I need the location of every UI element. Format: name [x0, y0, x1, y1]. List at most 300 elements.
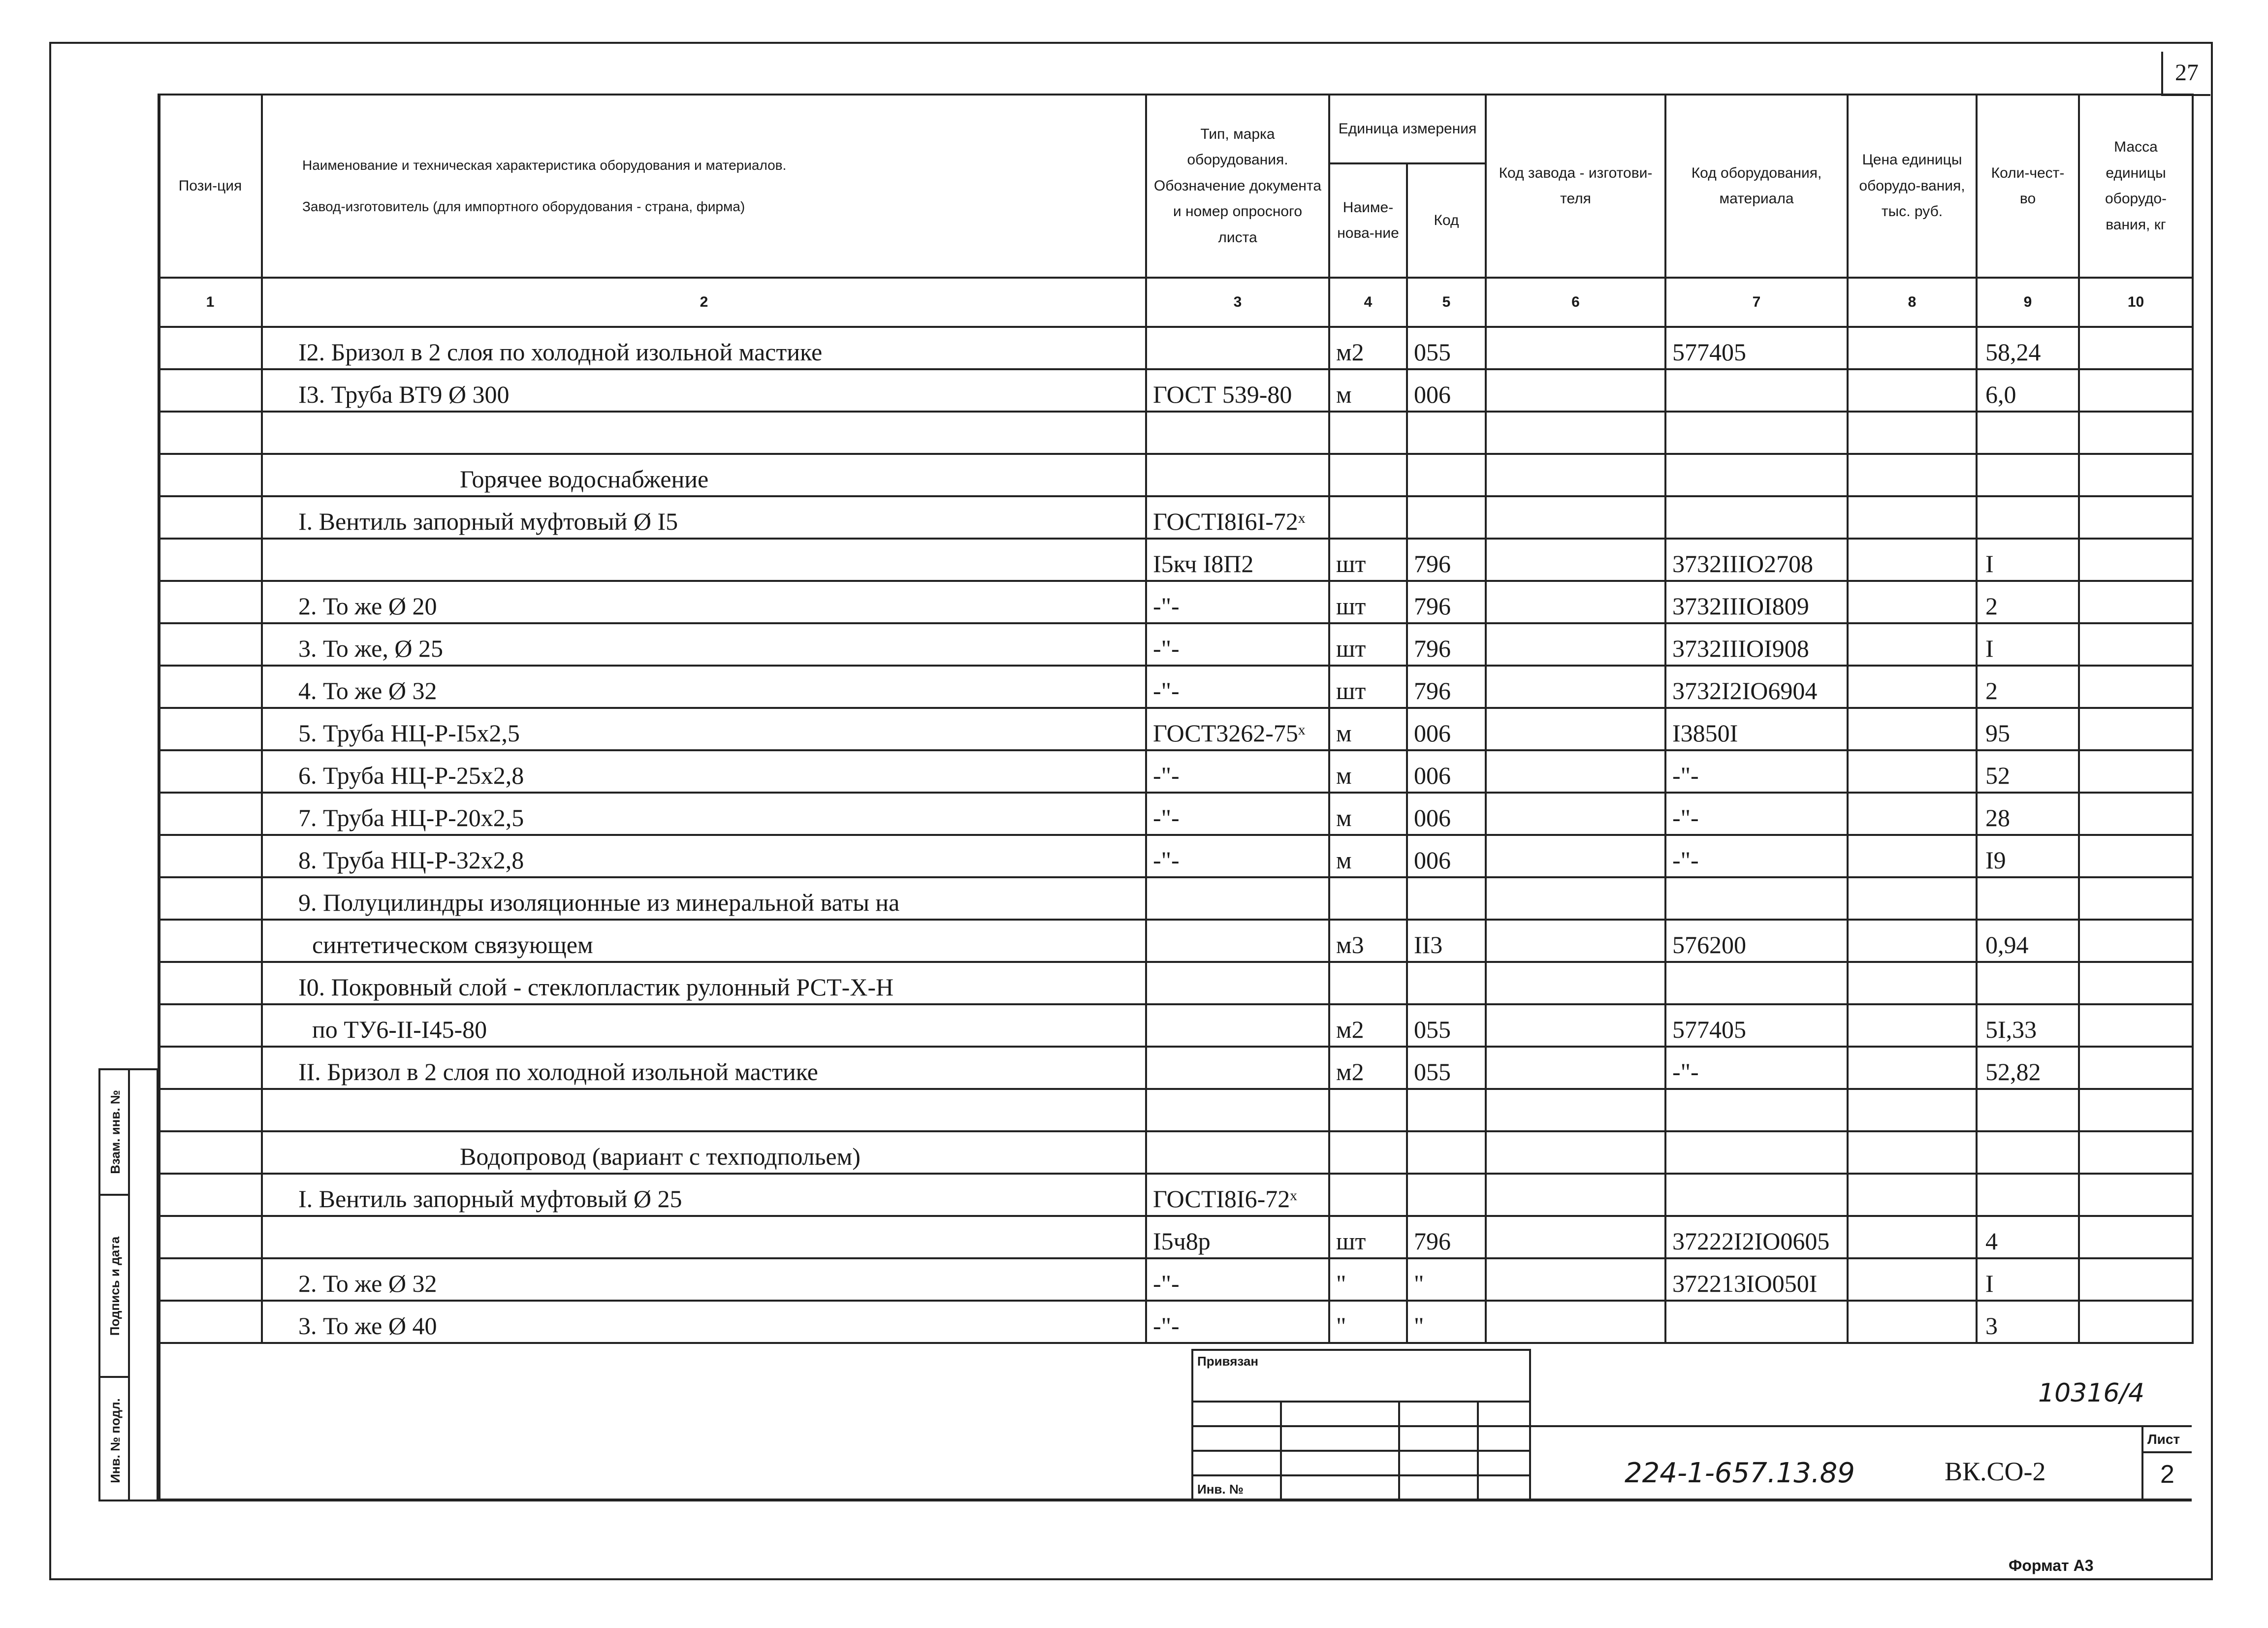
header-type: Тип, марка оборудования. Обозначение документа и номер опросного листа: [1146, 95, 1329, 278]
position-cell: [159, 454, 262, 496]
doc-designation-cell: -"-: [1146, 793, 1329, 835]
position-cell: [159, 496, 262, 539]
unit-name-cell: [1329, 1089, 1407, 1131]
position-cell: [159, 750, 262, 793]
factory-code-cell: [1486, 750, 1665, 793]
equipment-code-cell: 37222I2IO0605: [1665, 1216, 1848, 1258]
mass-cell: [2079, 1258, 2193, 1301]
archive-number: 10316/4: [2038, 1378, 2145, 1408]
table-row: [159, 877, 2193, 920]
table-row: [159, 369, 2193, 412]
position-cell: [159, 1047, 262, 1089]
column-number: 10: [2079, 278, 2193, 327]
factory-code-cell: [1486, 920, 1665, 962]
doc-designation-cell: -"-: [1146, 750, 1329, 793]
factory-code-cell: [1486, 708, 1665, 750]
position-cell: [159, 1004, 262, 1047]
doc-designation-cell: ГОСТI8I6I-72ˣ: [1146, 496, 1329, 539]
position-cell: [159, 1089, 262, 1131]
column-number: 1: [159, 278, 262, 327]
factory-code-cell: [1486, 581, 1665, 623]
position-cell: [159, 666, 262, 708]
unit-name-cell: шт: [1329, 539, 1407, 581]
table-row: [159, 1131, 2193, 1174]
item-name-cell: I0. Покровный слой - стеклопластик рулонный РСТ-Х-Н: [262, 962, 1146, 1004]
mass-cell: [2079, 835, 2193, 877]
unit-code-cell: 796: [1407, 1216, 1486, 1258]
factory-code-cell: [1486, 1301, 1665, 1343]
item-name-cell: I. Вентиль запорный муфтовый Ø I5: [262, 496, 1146, 539]
unit-name-cell: м3: [1329, 920, 1407, 962]
mass-cell: [2079, 623, 2193, 666]
item-name-cell: 3. То же, Ø 25: [262, 623, 1146, 666]
sheet-code: ВК.СО-2: [1945, 1457, 2046, 1486]
quantity-cell: 0,94: [1977, 920, 2079, 962]
unit-code-cell: 006: [1407, 708, 1486, 750]
quantity-cell: 28: [1977, 793, 2079, 835]
unit-name-cell: [1329, 1174, 1407, 1216]
quantity-cell: [1977, 877, 2079, 920]
sheet-label: Лист: [2147, 1432, 2180, 1447]
column-number-row: [159, 278, 2193, 327]
table-row: [159, 708, 2193, 750]
quantity-cell: I: [1977, 539, 2079, 581]
position-cell: [159, 1216, 262, 1258]
unit-name-cell: [1329, 496, 1407, 539]
factory-code-cell: [1486, 1258, 1665, 1301]
table-row: [159, 327, 2193, 369]
mass-cell: [2079, 1089, 2193, 1131]
price-cell: [1848, 793, 1977, 835]
item-name-cell: [262, 1216, 1146, 1258]
table-row: [159, 750, 2193, 793]
mass-cell: [2079, 1131, 2193, 1174]
header-name: [262, 95, 1146, 278]
mass-cell: [2079, 327, 2193, 369]
factory-code-cell: [1486, 1089, 1665, 1131]
doc-designation-cell: [1146, 1047, 1329, 1089]
header-equipment-code: Код оборудования, материала: [1665, 95, 1848, 278]
doc-designation-cell: -"-: [1146, 1258, 1329, 1301]
quantity-cell: 3: [1977, 1301, 2079, 1343]
unit-code-cell: [1407, 877, 1486, 920]
equipment-code-cell: I3850I: [1665, 708, 1848, 750]
item-name-cell: I3. Труба ВТ9 Ø 300: [262, 369, 1146, 412]
item-name-cell: I. Вентиль запорный муфтовый Ø 25: [262, 1174, 1146, 1216]
item-name-cell: 4. То же Ø 32: [262, 666, 1146, 708]
price-cell: [1848, 1301, 1977, 1343]
unit-code-cell: II3: [1407, 920, 1486, 962]
item-name-cell: [262, 1089, 1146, 1131]
item-name-cell: 2. То же Ø 20: [262, 581, 1146, 623]
column-number: 7: [1665, 278, 1848, 327]
table-row: [159, 1174, 2193, 1216]
equipment-code-cell: [1665, 1174, 1848, 1216]
column-number: 8: [1848, 278, 1977, 327]
unit-name-cell: шт: [1329, 1216, 1407, 1258]
mass-cell: [2079, 581, 2193, 623]
table-row: [159, 1301, 2193, 1343]
unit-code-cell: ": [1407, 1301, 1486, 1343]
unit-name-cell: м2: [1329, 1004, 1407, 1047]
doc-designation-cell: I5ч8р: [1146, 1216, 1329, 1258]
item-name-cell: Горячее водоснабжение: [262, 454, 1146, 496]
position-cell: [159, 1174, 262, 1216]
quantity-cell: 2: [1977, 666, 2079, 708]
position-cell: [159, 793, 262, 835]
stamp-label-column: [100, 1070, 130, 1500]
unit-code-cell: [1407, 496, 1486, 539]
quantity-cell: I: [1977, 623, 2079, 666]
factory-code-cell: [1486, 1174, 1665, 1216]
unit-name-cell: м: [1329, 369, 1407, 412]
equipment-code-cell: [1665, 412, 1848, 454]
header-name-line1: Наименование и техническая характеристика оборудования и материалов.: [302, 158, 787, 173]
price-cell: [1848, 1131, 1977, 1174]
mass-cell: [2079, 1047, 2193, 1089]
equipment-code-cell: 577405: [1665, 327, 1848, 369]
unit-code-cell: 796: [1407, 581, 1486, 623]
position-cell: [159, 1131, 262, 1174]
doc-designation-cell: [1146, 962, 1329, 1004]
factory-code-cell: [1486, 962, 1665, 1004]
mass-cell: [2079, 369, 2193, 412]
price-cell: [1848, 454, 1977, 496]
factory-code-cell: [1486, 623, 1665, 666]
item-name-cell: синтетическом связующем: [262, 920, 1146, 962]
header-mass: Масса единицы оборудо-вания, кг: [2079, 95, 2193, 278]
table-row: [159, 835, 2193, 877]
table-row: [159, 920, 2193, 962]
column-number: 9: [1977, 278, 2079, 327]
unit-name-cell: [1329, 877, 1407, 920]
doc-designation-cell: -"-: [1146, 835, 1329, 877]
table-row: [159, 1047, 2193, 1089]
table-row: [159, 962, 2193, 1004]
position-cell: [159, 539, 262, 581]
unit-code-cell: [1407, 1089, 1486, 1131]
unit-name-cell: м: [1329, 835, 1407, 877]
doc-designation-cell: [1146, 1131, 1329, 1174]
item-name-cell: I2. Бризол в 2 слоя по холодной изольной мастике: [262, 327, 1146, 369]
mass-cell: [2079, 539, 2193, 581]
unit-name-cell: м2: [1329, 327, 1407, 369]
quantity-cell: 2: [1977, 581, 2079, 623]
mass-cell: [2079, 1301, 2193, 1343]
equipment-code-cell: [1665, 496, 1848, 539]
table-row: [159, 666, 2193, 708]
equipment-code-cell: [1665, 962, 1848, 1004]
quantity-cell: 58,24: [1977, 327, 2079, 369]
unit-name-cell: [1329, 962, 1407, 1004]
unit-name-cell: ": [1329, 1301, 1407, 1343]
price-cell: [1848, 962, 1977, 1004]
margin-stamp: [98, 1068, 159, 1501]
position-cell: [159, 369, 262, 412]
item-name-cell: 3. То же Ø 40: [262, 1301, 1146, 1343]
doc-designation-cell: ГОСТ 539-80: [1146, 369, 1329, 412]
doc-designation-cell: I5кч I8П2: [1146, 539, 1329, 581]
table-row: [159, 1089, 2193, 1131]
price-cell: [1848, 539, 1977, 581]
header-quantity: Коли-чест-во: [1977, 95, 2079, 278]
item-name-cell: [262, 412, 1146, 454]
header-unit-name: Наиме-нова-ние: [1329, 163, 1407, 278]
unit-code-cell: [1407, 412, 1486, 454]
position-cell: [159, 412, 262, 454]
item-name-cell: по ТУ6-II-I45-80: [262, 1004, 1146, 1047]
unit-name-cell: [1329, 454, 1407, 496]
table-row: [159, 1258, 2193, 1301]
item-name-cell: 2. То же Ø 32: [262, 1258, 1146, 1301]
price-cell: [1848, 496, 1977, 539]
table-row: [159, 581, 2193, 623]
factory-code-cell: [1486, 454, 1665, 496]
equipment-code-cell: -"-: [1665, 835, 1848, 877]
equipment-code-cell: 576200: [1665, 920, 1848, 962]
position-cell: [159, 835, 262, 877]
equipment-code-cell: 3732IIIO2708: [1665, 539, 1848, 581]
position-cell: [159, 1258, 262, 1301]
factory-code-cell: [1486, 1131, 1665, 1174]
unit-code-cell: 055: [1407, 1047, 1486, 1089]
doc-designation-cell: [1146, 412, 1329, 454]
unit-name-cell: шт: [1329, 666, 1407, 708]
factory-code-cell: [1486, 496, 1665, 539]
unit-code-cell: 006: [1407, 369, 1486, 412]
unit-name-cell: шт: [1329, 623, 1407, 666]
unit-code-cell: 796: [1407, 539, 1486, 581]
equipment-code-cell: 577405: [1665, 1004, 1848, 1047]
mass-cell: [2079, 454, 2193, 496]
item-name-cell: Водопровод (вариант с техподпольем): [262, 1131, 1146, 1174]
doc-designation-cell: [1146, 1089, 1329, 1131]
unit-code-cell: 796: [1407, 623, 1486, 666]
price-cell: [1848, 1047, 1977, 1089]
unit-code-cell: [1407, 454, 1486, 496]
unit-name-cell: шт: [1329, 581, 1407, 623]
mass-cell: [2079, 496, 2193, 539]
mass-cell: [2079, 708, 2193, 750]
position-cell: [159, 623, 262, 666]
quantity-cell: 5I,33: [1977, 1004, 2079, 1047]
equipment-code-cell: [1665, 1089, 1848, 1131]
factory-code-cell: [1486, 539, 1665, 581]
unit-name-cell: м: [1329, 708, 1407, 750]
mass-cell: [2079, 920, 2193, 962]
unit-code-cell: ": [1407, 1258, 1486, 1301]
mass-cell: [2079, 1174, 2193, 1216]
equipment-code-cell: 3732IIIOI908: [1665, 623, 1848, 666]
mass-cell: [2079, 877, 2193, 920]
price-cell: [1848, 708, 1977, 750]
price-cell: [1848, 327, 1977, 369]
factory-code-cell: [1486, 412, 1665, 454]
factory-code-cell: [1486, 793, 1665, 835]
factory-code-cell: [1486, 1216, 1665, 1258]
price-cell: [1848, 1258, 1977, 1301]
equipment-code-cell: -"-: [1665, 793, 1848, 835]
position-cell: [159, 708, 262, 750]
quantity-cell: [1977, 454, 2079, 496]
quantity-cell: I: [1977, 1258, 2079, 1301]
factory-code-cell: [1486, 835, 1665, 877]
unit-name-cell: м2: [1329, 1047, 1407, 1089]
doc-designation-cell: -"-: [1146, 623, 1329, 666]
unit-code-cell: 055: [1407, 1004, 1486, 1047]
page-number: 27: [2161, 52, 2210, 96]
equipment-code-cell: [1665, 1131, 1848, 1174]
quantity-cell: [1977, 1174, 2079, 1216]
table-row: [159, 412, 2193, 454]
price-cell: [1848, 369, 1977, 412]
equipment-code-cell: [1665, 369, 1848, 412]
stamp-podpis-data: Подпись и дата: [100, 1196, 130, 1378]
table-row: [159, 454, 2193, 496]
factory-code-cell: [1486, 1004, 1665, 1047]
quantity-cell: [1977, 1089, 2079, 1131]
unit-code-cell: [1407, 962, 1486, 1004]
doc-designation-cell: [1146, 920, 1329, 962]
column-number: 5: [1407, 278, 1486, 327]
price-cell: [1848, 666, 1977, 708]
equipment-code-cell: [1665, 1301, 1848, 1343]
unit-name-cell: [1329, 1131, 1407, 1174]
quantity-cell: I9: [1977, 835, 2079, 877]
privyazan-label: Привязан: [1197, 1354, 1259, 1369]
column-number: 3: [1146, 278, 1329, 327]
doc-designation-cell: -"-: [1146, 581, 1329, 623]
equipment-code-cell: 3732I2IO6904: [1665, 666, 1848, 708]
item-name-cell: 8. Труба НЦ-Р-32х2,8: [262, 835, 1146, 877]
price-cell: [1848, 623, 1977, 666]
table-row: [159, 623, 2193, 666]
mass-cell: [2079, 793, 2193, 835]
mass-cell: [2079, 666, 2193, 708]
doc-designation-cell: ГОСТI8I6-72ˣ: [1146, 1174, 1329, 1216]
quantity-cell: 6,0: [1977, 369, 2079, 412]
item-name-cell: 7. Труба НЦ-Р-20х2,5: [262, 793, 1146, 835]
column-number: 6: [1486, 278, 1665, 327]
price-cell: [1848, 835, 1977, 877]
factory-code-cell: [1486, 369, 1665, 412]
header-factory-code: Код завода - изготови-теля: [1486, 95, 1665, 278]
factory-code-cell: [1486, 327, 1665, 369]
factory-code-cell: [1486, 1047, 1665, 1089]
unit-code-cell: 006: [1407, 835, 1486, 877]
unit-code-cell: 006: [1407, 793, 1486, 835]
position-cell: [159, 581, 262, 623]
equipment-code-cell: 372213IO050I: [1665, 1258, 1848, 1301]
inv-no-label: Инв. №: [1197, 1482, 1244, 1497]
price-cell: [1848, 920, 1977, 962]
equipment-code-cell: [1665, 454, 1848, 496]
doc-designation-cell: [1146, 327, 1329, 369]
unit-code-cell: 796: [1407, 666, 1486, 708]
item-name-cell: 6. Труба НЦ-Р-25х2,8: [262, 750, 1146, 793]
price-cell: [1848, 412, 1977, 454]
stamp-vzam-inv: Взам. инв. №: [100, 1070, 130, 1196]
price-cell: [1848, 1089, 1977, 1131]
unit-name-cell: [1329, 412, 1407, 454]
price-cell: [1848, 1004, 1977, 1047]
item-name-cell: [262, 539, 1146, 581]
quantity-cell: 4: [1977, 1216, 2079, 1258]
unit-code-cell: 055: [1407, 327, 1486, 369]
column-number: 2: [262, 278, 1146, 327]
header-position: Пози-ция: [159, 95, 262, 278]
table-row: [159, 539, 2193, 581]
position-cell: [159, 1301, 262, 1343]
sheet-number: 2: [2160, 1460, 2174, 1489]
item-name-cell: 5. Труба НЦ-Р-I5х2,5: [262, 708, 1146, 750]
unit-code-cell: 006: [1407, 750, 1486, 793]
equipment-code-cell: [1665, 877, 1848, 920]
unit-code-cell: [1407, 1131, 1486, 1174]
factory-code-cell: [1486, 666, 1665, 708]
equipment-code-cell: -"-: [1665, 1047, 1848, 1089]
doc-designation-cell: ГОСТ3262-75ˣ: [1146, 708, 1329, 750]
equipment-code-cell: -"-: [1665, 750, 1848, 793]
unit-name-cell: ": [1329, 1258, 1407, 1301]
document-code: 224-1-657.13.89: [1625, 1457, 1855, 1489]
position-cell: [159, 962, 262, 1004]
header-unit-group: Единица измерения: [1329, 95, 1486, 163]
format-label: Формат А3: [2009, 1557, 2094, 1574]
mass-cell: [2079, 1216, 2193, 1258]
position-cell: [159, 920, 262, 962]
quantity-cell: [1977, 962, 2079, 1004]
mass-cell: [2079, 750, 2193, 793]
mass-cell: [2079, 962, 2193, 1004]
quantity-cell: 52: [1977, 750, 2079, 793]
item-name-cell: 9. Полуцилиндры изоляционные из минеральной ваты на: [262, 877, 1146, 920]
position-cell: [159, 877, 262, 920]
table-row: [159, 1004, 2193, 1047]
equipment-code-cell: 3732IIIOI809: [1665, 581, 1848, 623]
doc-designation-cell: -"-: [1146, 1301, 1329, 1343]
header-unit-code: Код: [1407, 163, 1486, 278]
quantity-cell: 52,82: [1977, 1047, 2079, 1089]
position-cell: [159, 327, 262, 369]
table-row: [159, 1216, 2193, 1258]
header-name-line2: Завод-изготовитель (для импортного оборудования - страна, фирма): [302, 199, 745, 214]
column-number: 4: [1329, 278, 1407, 327]
stamp-inv-podl: Инв. № подл.: [107, 1398, 123, 1483]
unit-name-cell: м: [1329, 793, 1407, 835]
factory-code-cell: [1486, 877, 1665, 920]
doc-designation-cell: -"-: [1146, 666, 1329, 708]
price-cell: [1848, 1174, 1977, 1216]
table-row: [159, 793, 2193, 835]
price-cell: [1848, 877, 1977, 920]
doc-designation-cell: [1146, 1004, 1329, 1047]
quantity-cell: 95: [1977, 708, 2079, 750]
mass-cell: [2079, 412, 2193, 454]
price-cell: [1848, 1216, 1977, 1258]
quantity-cell: [1977, 496, 2079, 539]
quantity-cell: [1977, 412, 2079, 454]
doc-designation-cell: [1146, 454, 1329, 496]
item-name-cell: II. Бризол в 2 слоя по холодной изольной мастике: [262, 1047, 1146, 1089]
header-price: Цена единицы оборудо-вания, тыс. руб.: [1848, 95, 1977, 278]
mass-cell: [2079, 1004, 2193, 1047]
price-cell: [1848, 750, 1977, 793]
specification-table: [158, 94, 2194, 1344]
price-cell: [1848, 581, 1977, 623]
doc-designation-cell: [1146, 877, 1329, 920]
quantity-cell: [1977, 1131, 2079, 1174]
